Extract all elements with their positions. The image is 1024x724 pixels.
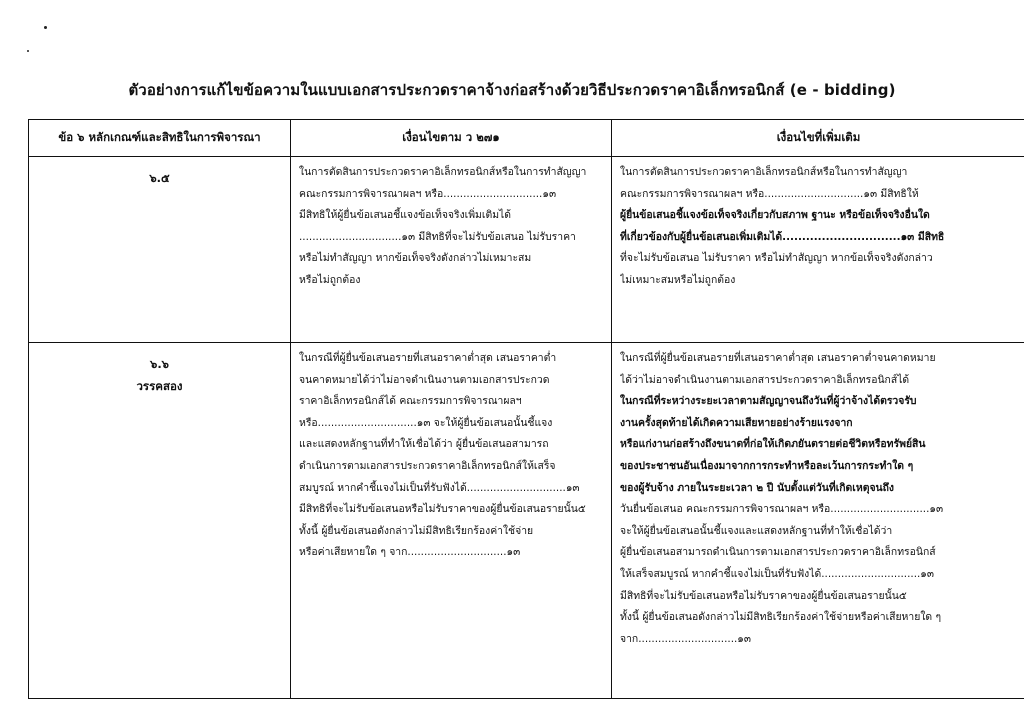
added-text-line: มีสิทธิที่จะไม่รับข้อเสนอหรือไม่รับราคาของผู้ยื่นข้อเสนอรายนั้น๕: [620, 589, 907, 602]
table-row: [29, 157, 1024, 343]
added-text-line-bold: ของประชาชนอันเนื่องมาจากการกระทำหรือละเว้นการกระทำใด ๆ: [620, 459, 914, 472]
original-text-line: ...............................๑๓ มีสิทธิที่จะไม่รับข้อเสนอ ไม่รับราคา: [299, 230, 576, 243]
added-condition-cell: [612, 343, 1024, 699]
added-text-line-bold: ในกรณีที่ระหว่างระยะเวลาตามสัญญาจนถึงวันที่ผู้ว่าจ้างได้ตรวจรับ: [620, 395, 917, 408]
original-text-line: จนคาดหมายได้ว่าไม่อาจดำเนินงานตามเอกสารประกวด: [299, 373, 550, 386]
clause-number-cell: [29, 157, 291, 343]
clause-number-cell: [29, 343, 291, 699]
original-text-line: สมบูรณ์ หากคำชี้แจงไม่เป็นที่รับฟังได้..............................๑๓: [299, 481, 580, 494]
original-text-line: หรือไม่ทำสัญญา หากข้อเท็จจริงดังกล่าวไม่เหมาะสม: [299, 252, 532, 265]
added-text-line: ไม่เหมาะสมหรือไม่ถูกต้อง: [620, 273, 736, 286]
comparison-table: [28, 119, 1024, 699]
table-header-row: [29, 120, 1024, 157]
added-text-line-bold: ผู้ยื่นข้อเสนอชี้แจงข้อเท็จจริงเกี่ยวกับสภาพ ฐานะ หรือข้อเท็จจริงอื่นใด: [620, 209, 930, 222]
original-text-line: หรือ..............................๑๓ จะให้ผู้ยื่นข้อเสนอนั้นชี้แจง: [299, 416, 553, 429]
added-text-line: ทั้งนี้ ผู้ยื่นข้อเสนอดังกล่าวไม่มีสิทธิเรียกร้องค่าใช้จ่ายหรือค่าเสียหายใด ๆ: [620, 611, 942, 624]
added-text-line: วันยื่นข้อเสนอ คณะกรรมการพิจารณาผลฯ หรือ..............................๑๓: [620, 503, 944, 516]
table-row: [29, 343, 1024, 699]
added-text-line: ผู้ยื่นข้อเสนอสามารถดำเนินการตามเอกสารประกวดราคาอิเล็กทรอนิกส์: [620, 546, 936, 559]
added-text-line-bold: งานครั้งสุดท้ายได้เกิดความเสียหายอย่างร้ายแรงจาก: [620, 416, 853, 429]
original-text-line: ในกรณีที่ผู้ยื่นข้อเสนอรายที่เสนอราคาต่ำสุด เสนอราคาต่ำ: [299, 352, 557, 364]
original-text-line: มีสิทธิให้ผู้ยื่นข้อเสนอชี้แจงข้อเท็จจริงเพิ่มเติมได้: [299, 209, 512, 222]
original-text-line: ราคาอิเล็กทรอนิกส์ได้ คณะกรรมการพิจารณาผลฯ: [299, 395, 522, 408]
original-text-line: มีสิทธิที่จะไม่รับข้อเสนอหรือไม่รับราคาของผู้ยื่นข้อเสนอรายนั้น๕: [299, 503, 586, 516]
original-text-line: คณะกรรมการพิจารณาผลฯ หรือ..............................๑๓: [299, 187, 557, 200]
clause-number: ๖.๕: [149, 171, 170, 185]
added-text-line: จาก..............................๑๓: [620, 632, 751, 645]
document-title: ตัวอย่างการแก้ไขข้อความในแบบเอกสารประกวดราคาจ้างก่อสร้างด้วยวิธีประกวดราคาอิเล็กทรอนิกส์ (e - bidding): [128, 81, 896, 99]
added-text-line: คณะกรรมการพิจารณาผลฯ หรือ..............................๑๓ มีสิทธิให้: [620, 187, 919, 200]
added-condition-cell: [612, 157, 1024, 343]
header-added-condition: เงื่อนไขที่เพิ่มเติม: [612, 120, 1024, 157]
original-text-line: ดำเนินการตามเอกสารประกวดราคาอิเล็กทรอนิกส์ให้เสร็จ: [299, 459, 556, 472]
header-criteria: ข้อ ๖ หลักเกณฑ์และสิทธิในการพิจารณา: [29, 120, 291, 157]
header-original-condition: เงื่อนไขตาม ว ๒๗๑: [291, 120, 612, 157]
added-text-line: ได้ว่าไม่อาจดำเนินงานตามเอกสารประกวดราคาอิเล็กทรอนิกส์ได้: [620, 373, 910, 386]
original-condition-cell: [291, 343, 612, 699]
scan-speck: [44, 26, 47, 29]
original-text-line: หรือไม่ถูกต้อง: [299, 273, 361, 286]
original-text-line: ในการตัดสินการประกวดราคาอิเล็กทรอนิกส์หรือในการทำสัญญา: [299, 166, 587, 178]
added-text-line-bold: ที่เกี่ยวข้องกับผู้ยื่นข้อเสนอเพิ่มเติมได้..............................๑๓ มีสิทธิ: [620, 230, 945, 243]
original-text-line: และแสดงหลักฐานที่ทำให้เชื่อได้ว่า ผู้ยื่นข้อเสนอสามารถ: [299, 438, 549, 451]
scan-speck: [27, 50, 29, 52]
added-text-line: ในกรณีที่ผู้ยื่นข้อเสนอรายที่เสนอราคาต่ำสุด เสนอราคาต่ำจนคาดหมาย: [620, 352, 936, 364]
original-condition-cell: [291, 157, 612, 343]
original-text-line: ทั้งนี้ ผู้ยื่นข้อเสนอดังกล่าวไม่มีสิทธิเรียกร้องค่าใช้จ่าย: [299, 524, 534, 537]
added-text-line-bold: หรือแก่งานก่อสร้างถึงขนาดที่ก่อให้เกิดภยันตรายต่อชีวิตหรือทรัพย์สิน: [620, 438, 926, 451]
clause-number: ๖.๖: [150, 357, 169, 371]
added-text-line-bold: ของผู้รับจ้าง ภายในระยะเวลา ๒ ปี นับตั้งแต่วันที่เกิดเหตุจนถึง: [620, 481, 895, 494]
added-text-line: ที่จะไม่รับข้อเสนอ ไม่รับราคา หรือไม่ทำสัญญา หากข้อเท็จจริงดังกล่าว: [620, 252, 933, 265]
added-text-line: ให้เสร็จสมบูรณ์ หากคำชี้แจงไม่เป็นที่รับฟังได้..............................๑๓: [620, 567, 935, 580]
added-text-line: ในการตัดสินการประกวดราคาอิเล็กทรอนิกส์หรือในการทำสัญญา: [620, 166, 908, 178]
original-text-line: หรือค่าเสียหายใด ๆ จาก..............................๑๓: [299, 546, 521, 559]
added-text-line: จะให้ผู้ยื่นข้อเสนอนั้นชี้แจงและแสดงหลักฐานที่ทำให้เชื่อได้ว่า: [620, 524, 893, 537]
clause-subtitle: วรรคสอง: [136, 379, 183, 393]
